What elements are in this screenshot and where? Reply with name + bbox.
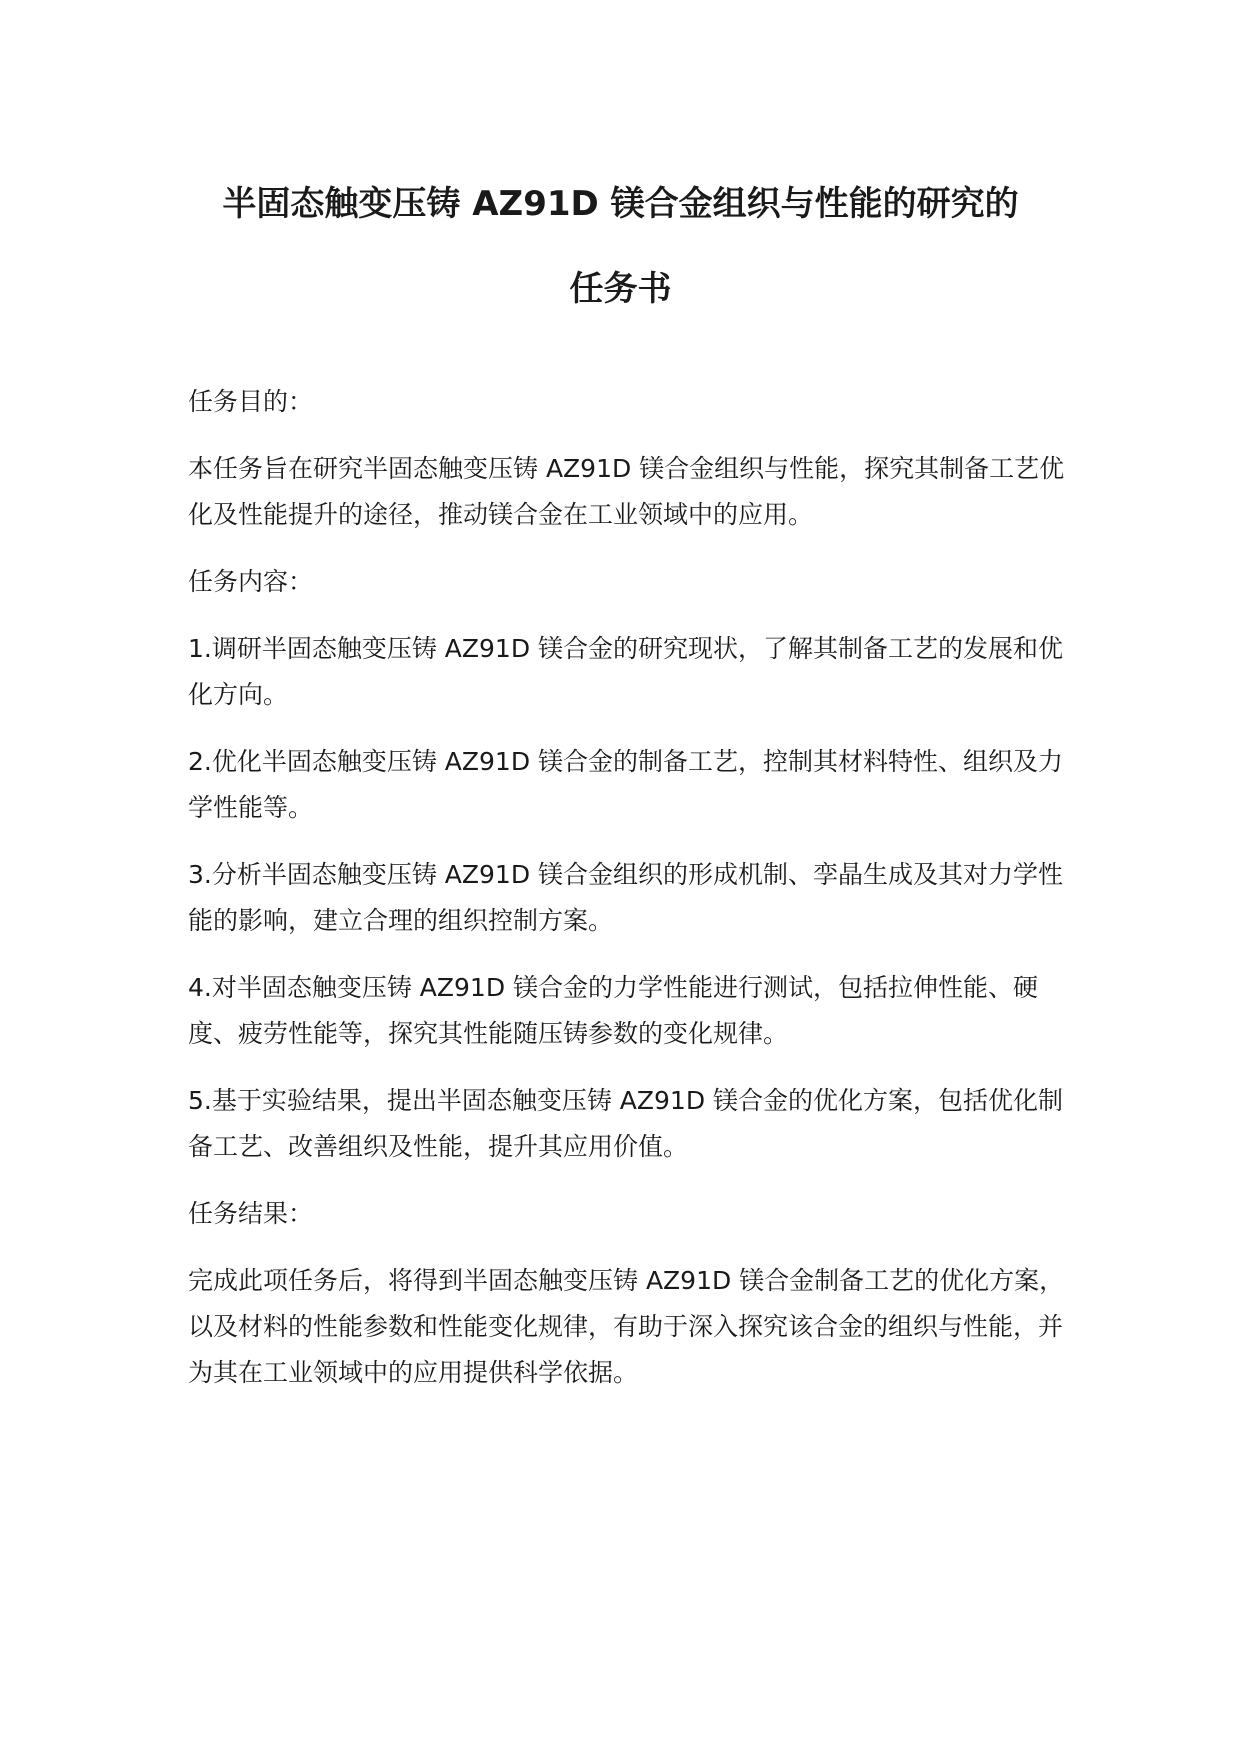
content-item: 1.调研半固态触变压铸 AZ91D 镁合金的研究现状，了解其制备工艺的发展和优化方向。 xyxy=(188,634,1064,709)
document-body xyxy=(188,379,1078,1417)
content-item: 2.优化半固态触变压铸 AZ91D 镁合金的制备工艺，控制其材料特性、组织及力学性能等。 xyxy=(188,747,1064,822)
purpose-paragraph: 本任务旨在研究半固态触变压铸 AZ91D 镁合金组织与性能，探究其制备工艺优化及性能提升的途径，推动镁合金在工业领域中的应用。 xyxy=(188,454,1065,529)
content-item: 3.分析半固态触变压铸 AZ91D 镁合金组织的形成机制、孪晶生成及其对力学性能的影响，建立合理的组织控制方案。 xyxy=(188,860,1064,935)
content-item: 5.基于实验结果，提出半固态触变压铸 AZ91D 镁合金的优化方案，包括优化制备工艺、改善组织及性能，提升其应用价值。 xyxy=(188,1086,1064,1161)
content-item: 4.对半固态触变压铸 AZ91D 镁合金的力学性能进行测试，包括拉伸性能、硬度、疲劳性能等，探究其性能随压铸参数的变化规律。 xyxy=(188,973,1039,1048)
document-title-line-2: 任务书 xyxy=(569,269,672,309)
content-heading: 任务内容： xyxy=(188,567,314,596)
document-title-line-1: 半固态触变压铸 AZ91D 镁合金组织与性能的研究的 xyxy=(222,184,1019,224)
result-heading: 任务结果： xyxy=(188,1199,314,1228)
result-paragraph: 完成此项任务后，将得到半固态触变压铸 AZ91D 镁合金制备工艺的优化方案，以及材料的性能参数和性能变化规律，有助于深入探究该合金的组织与性能，并为其在工业领域中的应用提供科学依据。 xyxy=(188,1266,1065,1387)
purpose-heading: 任务目的： xyxy=(188,387,314,416)
